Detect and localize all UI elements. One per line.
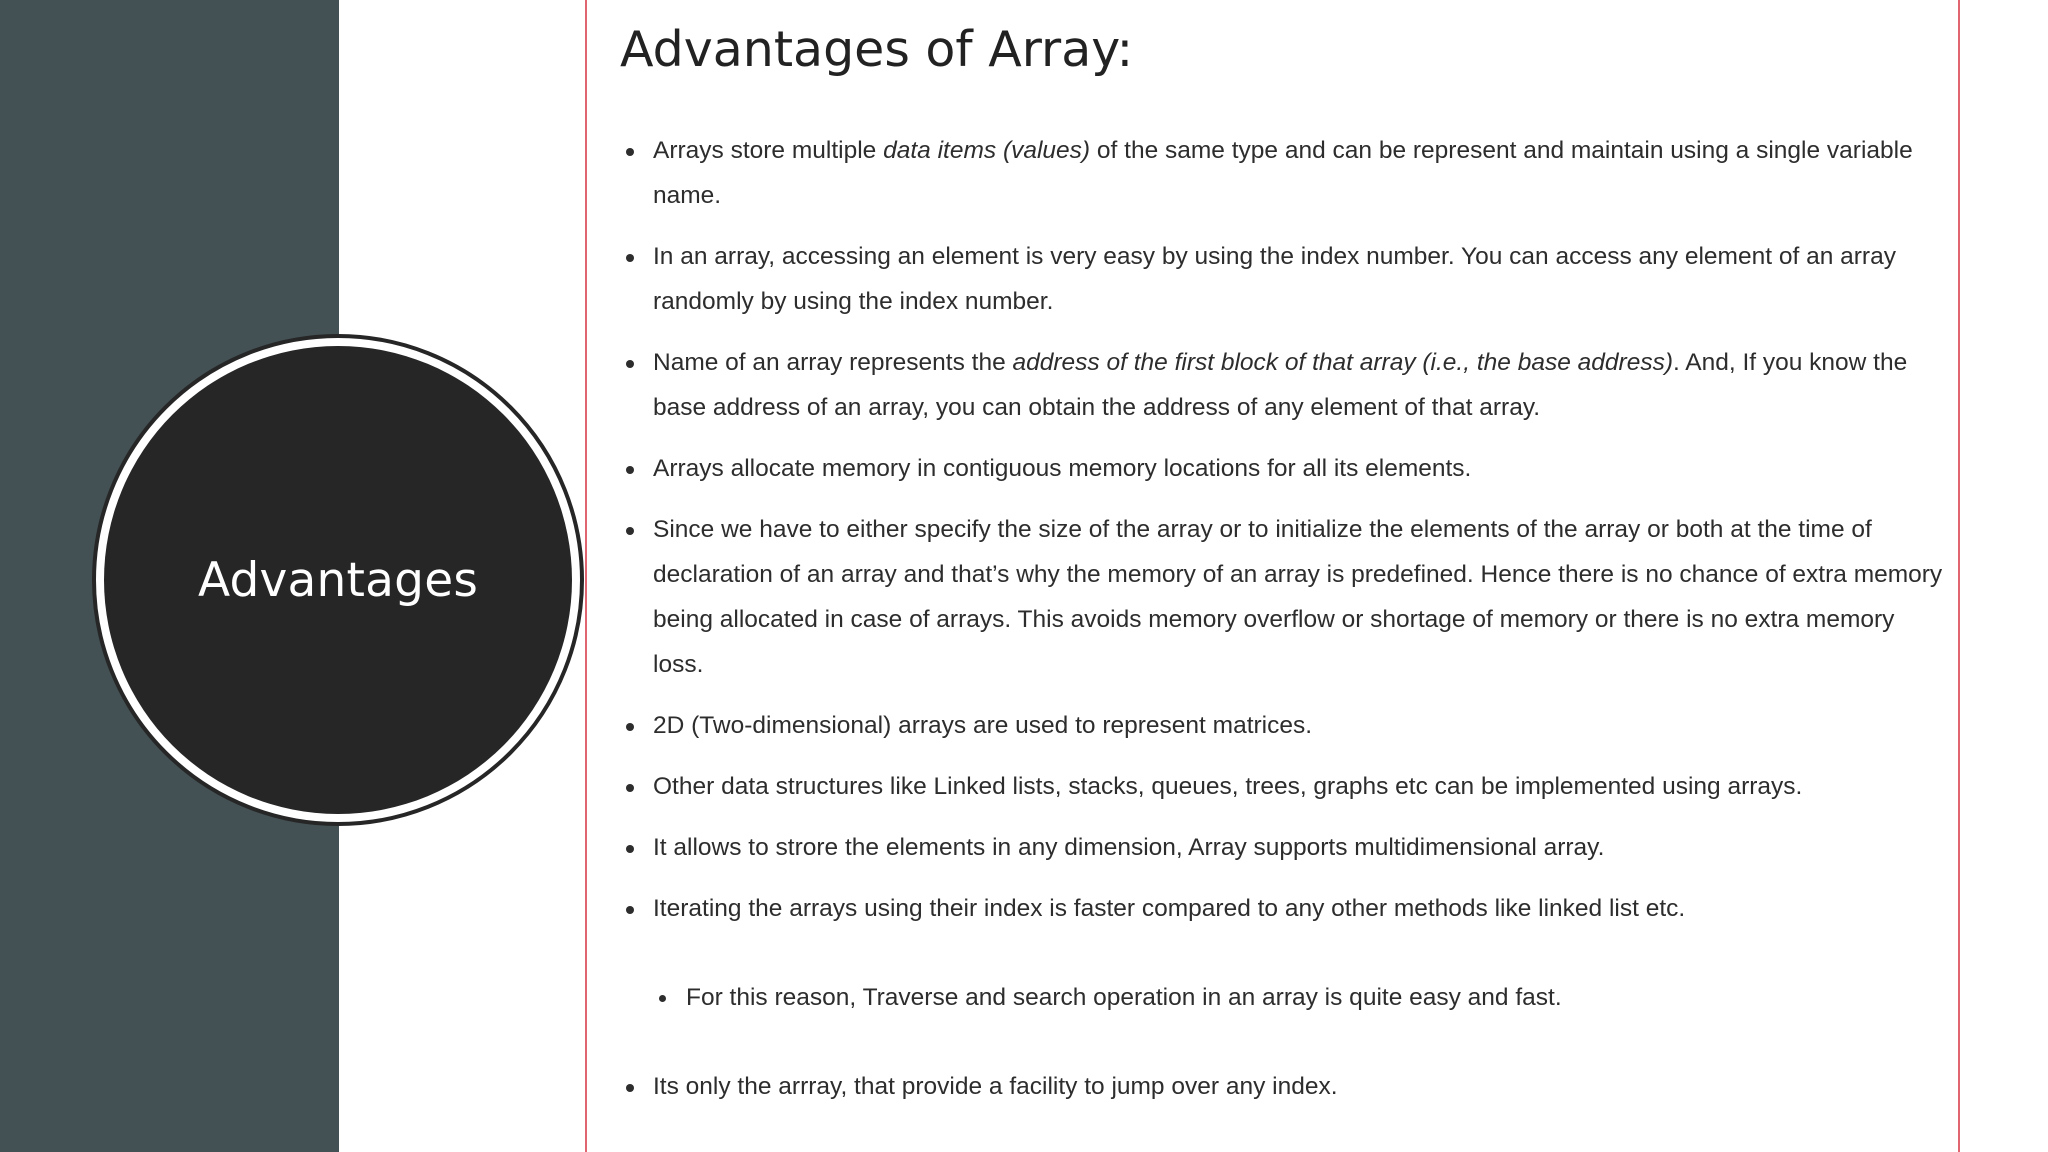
list-item [620,446,1950,491]
list-item-text: Since we have to either specify the size of the array or to initialize the elements of the array or both at the time of declaration of an array and that’s why the memory of an array is predefined. Hence there is no chance of extra memory being allocated in case of arrays. This avoids memory overflow or shortage of memory or there is no extra memory loss. [653,516,1943,678]
list-item-text: It allows to strore the elements in any dimension, Array supports multidimensional array. [653,834,1605,861]
list-item-text: Arrays allocate memory in contiguous memory locations for all its elements. [653,455,1472,482]
list-item-text: 2D (Two-dimensional) arrays are used to represent matrices. [653,712,1313,739]
list-item [620,234,1950,324]
slide-heading: Advantages of Array: [620,21,1134,78]
list-item-text-post: of the same type and can be represent and maintain using a single variable name. [653,137,1913,209]
list-item [620,703,1950,748]
list-item [620,340,1950,430]
list-item-text: In an array, accessing an element is very easy by using the index number. You can access any element of an array randomly by using the index number. [653,243,1896,315]
list-item-text: Its only the arrray, that provide a facility to jump over any index. [653,1073,1338,1100]
list-item-text: Iterating the arrays using their index is faster compared to any other methods like linked list etc. [653,895,1686,922]
list-item [620,507,1950,687]
section-label: Advantages [197,552,479,608]
list-item-text: For this reason, Traverse and search operation in an array is quite easy and fast. [686,984,1562,1011]
list-item-text-pre: Name of an array represents the [653,349,1013,376]
sub-list-item [653,975,1950,1020]
list-item [620,825,1950,870]
list-item [620,764,1950,809]
list-item-emphasis: address of the first block of that array (i.e., the base address) [1012,349,1673,376]
list-item-text-post: . And, If you know the base address of an array, you can obtain the address of any element of that array. [653,349,1908,421]
list-item-text: Other data structures like Linked lists, stacks, queues, trees, graphs etc can be implemented using arrays. [653,773,1803,800]
list-item-text-pre: Arrays store multiple [653,137,884,164]
list-item [620,886,1950,931]
list-item [620,128,1950,218]
list-item-emphasis: data items (values) [883,137,1091,164]
advantages-list [620,128,1950,1125]
section-circle [104,346,572,814]
list-item [620,1064,1950,1109]
